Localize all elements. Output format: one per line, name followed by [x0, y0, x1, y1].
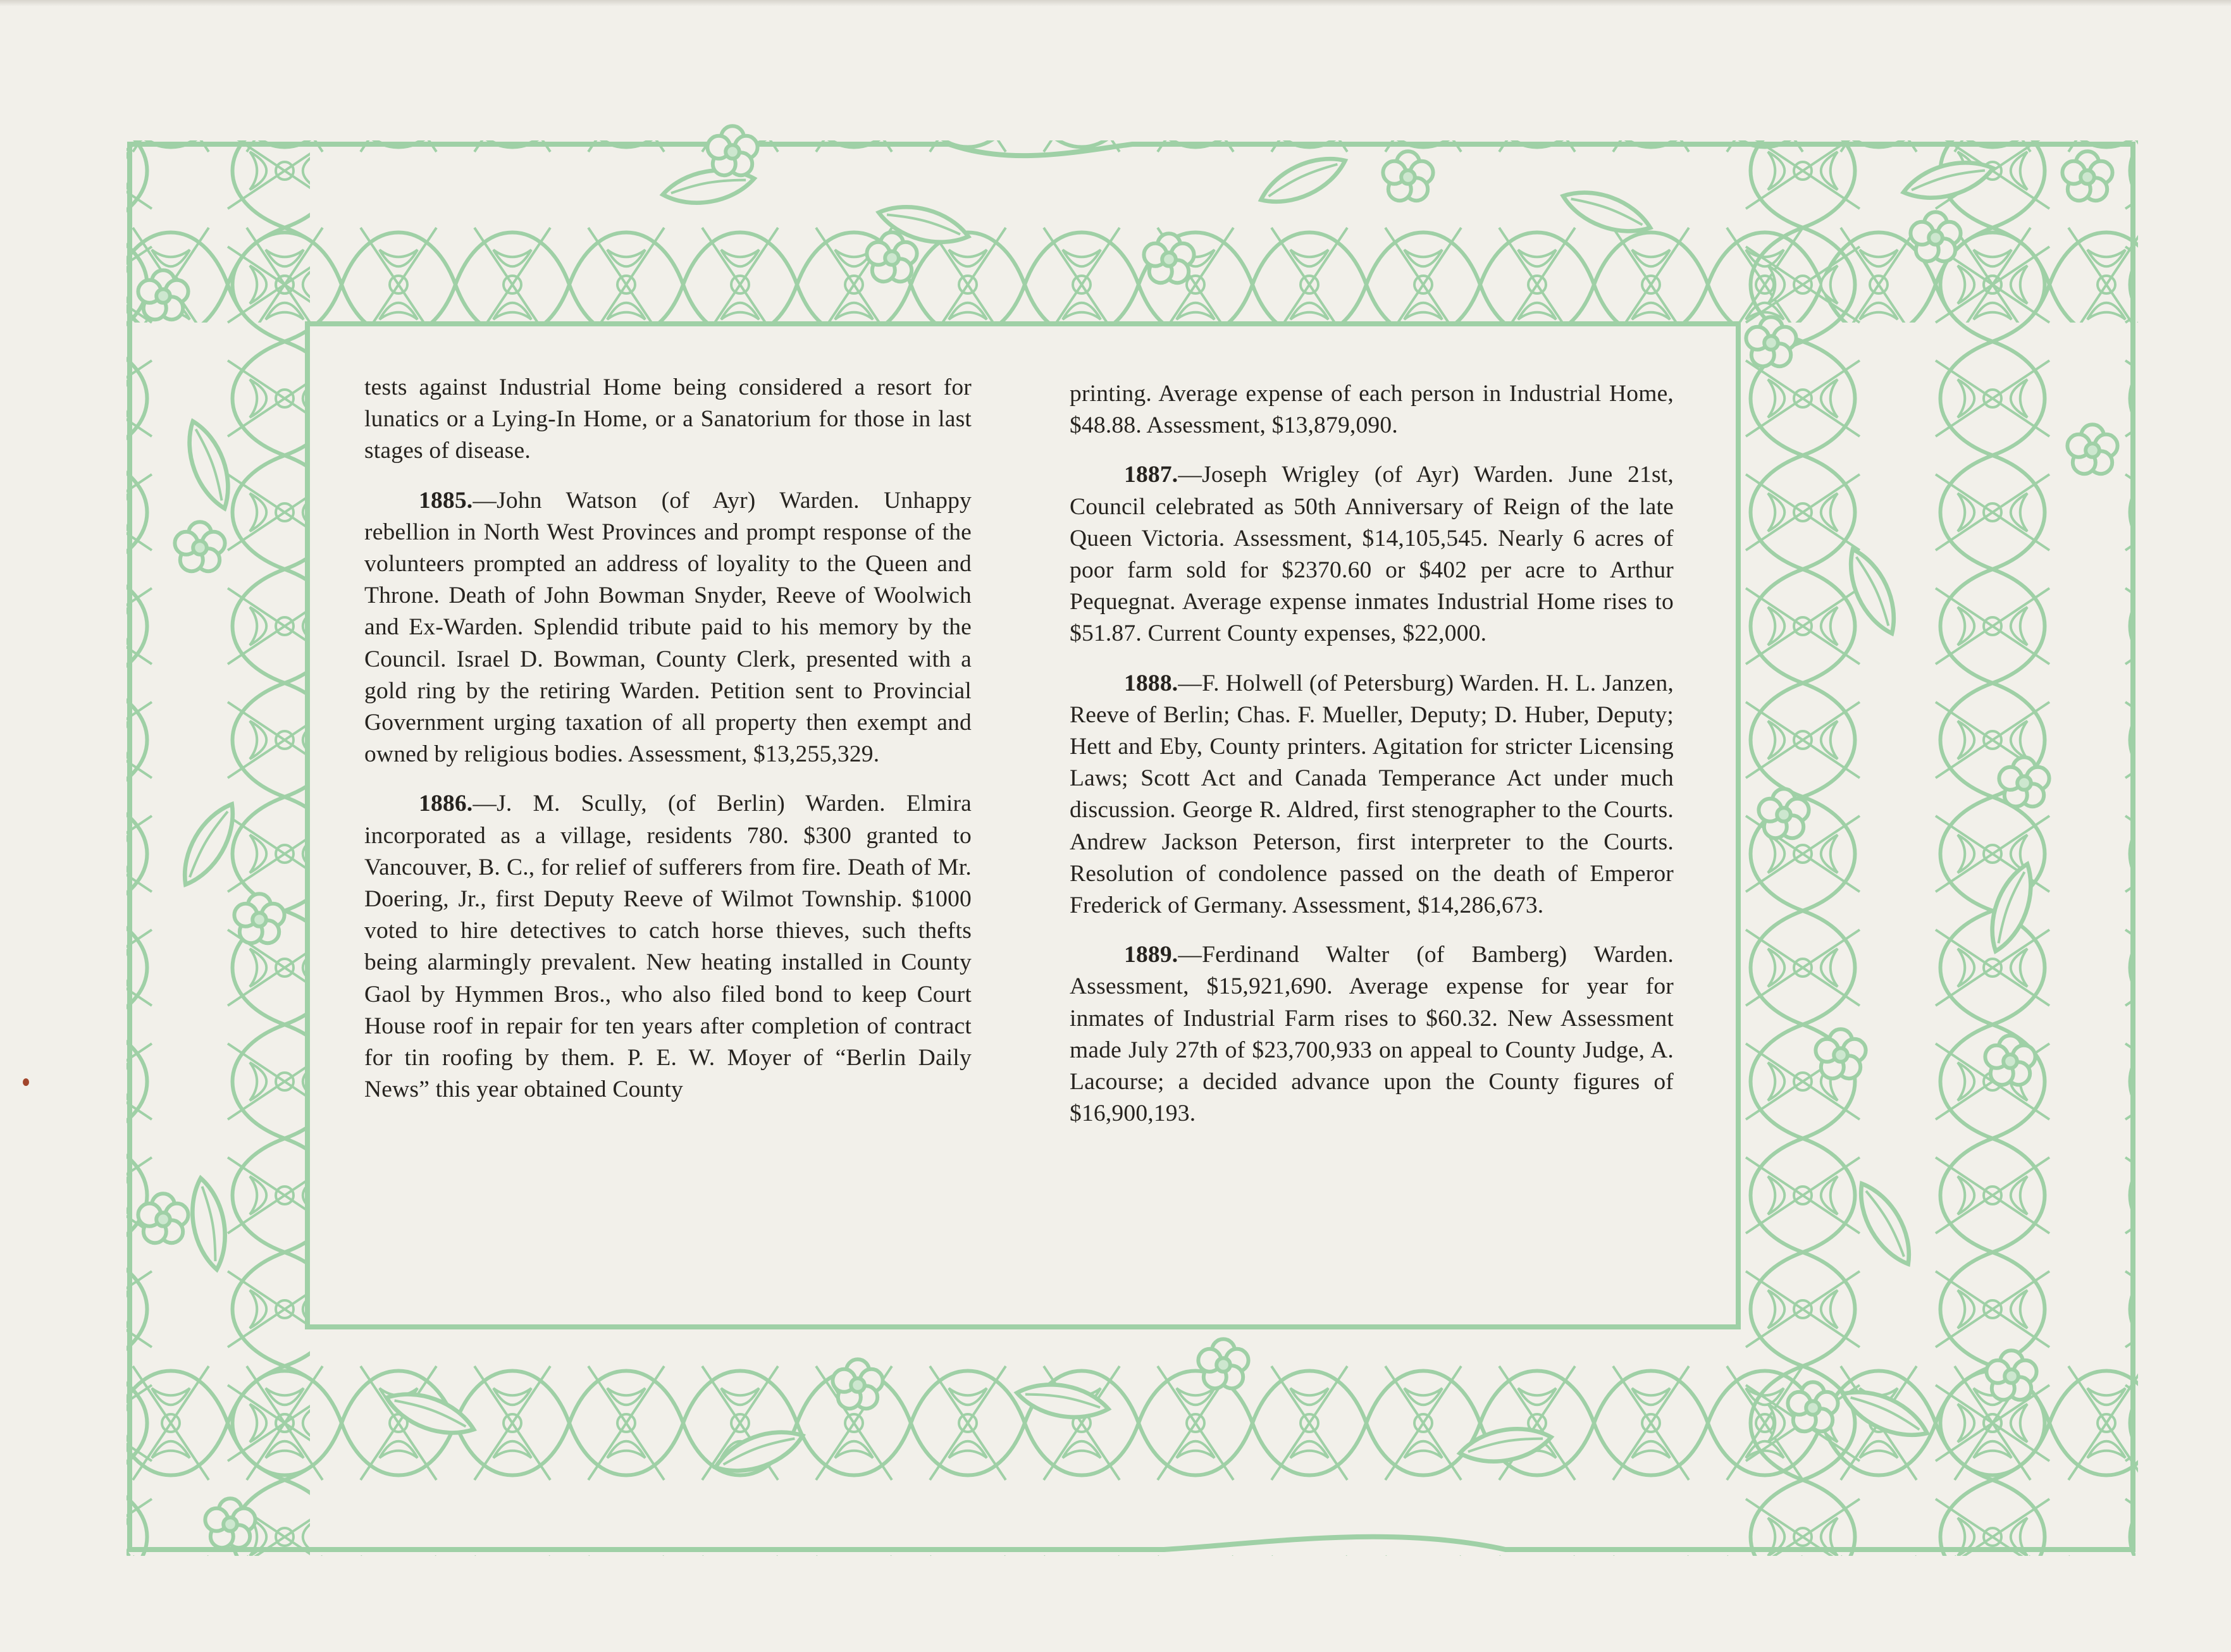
entry-text: —Ferdinand Walter (of Bamberg) Warden. Assessment, $15,921,690. Average expense for year for inmates of Industrial Farm rises to $60.32. New Assessment made July 27th of $23,700,933 on appeal to County Judge, A. Lacourse; a decided advance upon the County figures of $16,900,193.	[1070, 942, 1674, 1127]
entry-text: —Joseph Wrigley (of Ayr) Warden. June 21st, Council celebrated as 50th Anniversary of Reign of the late Queen Victoria. Assessment, $14,105,545. Nearly 6 acres of poor farm sold for $2370.60 or $402 per acre to Arthur Pequegnat. Average expense inmates Industrial Home rises to $51.87. Current County expenses, $22,000.	[1070, 462, 1674, 647]
entry-1886	[364, 788, 972, 1106]
entry-1887	[1070, 459, 1674, 650]
left-text-column	[364, 372, 972, 1106]
entry-year: 1889.	[1124, 942, 1178, 968]
entry-1885	[364, 485, 972, 771]
continuation-paragraph: tests against Industrial Home being considered a resort for lunatics or a Lying-In Home, or a Sanatorium for those in last stages of disease.	[364, 374, 972, 464]
continuation-paragraph: printing. Average expense of each person in Industrial Home, $48.88. Assessment, $13,879,090.	[1070, 381, 1674, 439]
entry-1888	[1070, 668, 1674, 922]
ink-smudge	[23, 1078, 29, 1086]
entry-text: —F. Holwell (of Petersburg) Warden. H. L. Janzen, Reeve of Berlin; Chas. F. Mueller, Deputy; D. Huber, Deputy; Hett and Eby, County printers. Agitation for stricter Licensing Laws; Scott Act and Canada Temperance Act under much discussion. George R. Aldred, first stenographer to the Courts. Andrew Jackson Peterson, first interpreter to the Courts. Resolution of condolence passed on the death of Emperor Frederick of Germany. Assessment, $14,286,673.	[1070, 670, 1674, 919]
entry-text: —J. M. Scully, (of Berlin) Warden. Elmira incorporated as a village, residents 780. $300 granted to Vancouver, B. C., for relief of sufferers from fire. Death of Mr. Doering, Jr., first Deputy Reeve of Wilmot Township. $1000 voted to hire detectives to catch horse thieves, such thefts being alarmingly prevalent. New heating installed in County Gaol by Hymmen Bros., who also filed bond to keep Court House roof in repair for ten years after completion of contract for tin roofing by them. P. E. W. Moyer of “Berlin Daily News” this year obtained County	[364, 791, 972, 1103]
entry-1889	[1070, 939, 1674, 1130]
entry-year: 1885.	[419, 487, 473, 514]
entry-text: —John Watson (of Ayr) Warden. Unhappy rebellion in North West Provinces and prompt response of the volunteers prompted an address of loyality to the Queen and Throne. Death of John Bowman Snyder, Reeve of Woolwich and Ex-Warden. Splendid tribute paid to his memory by the Council. Israel D. Bowman, County Clerk, presented with a gold ring by the retiring Warden. Petition sent to Provincial Government urging taxation of all property then exempt and owned by religious bodies. Assessment, $13,255,329.	[364, 487, 972, 768]
entry-year: 1888.	[1124, 670, 1178, 696]
right-text-column	[1070, 378, 1674, 1130]
entry-year: 1887.	[1124, 462, 1178, 488]
entry-year: 1886.	[419, 791, 473, 817]
